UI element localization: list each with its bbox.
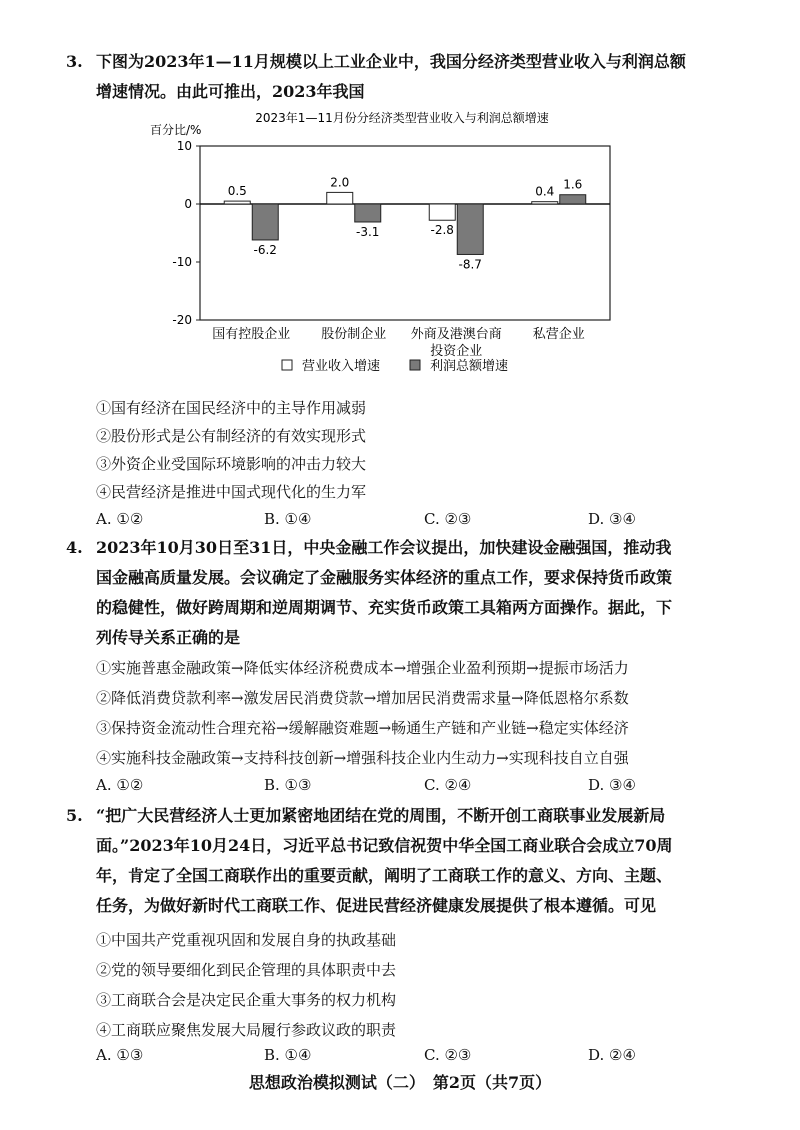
question-4-choice-a[interactable]: A. ①② <box>96 776 144 794</box>
bar-revenue-3 <box>532 202 558 204</box>
question-3-choice-c[interactable]: C. ②③ <box>424 510 472 528</box>
legend-swatch-revenue <box>282 360 292 370</box>
question-5-option-2: ②党的领导要细化到民企管理的具体职责中去 <box>96 961 397 979</box>
question-5-choice-d[interactable]: D. ②④ <box>588 1046 636 1064</box>
bar-revenue-0 <box>224 201 250 204</box>
category-label: 投资企业 <box>430 344 483 359</box>
question-4-option-2: ②降低消费贷款利率→激发居民消费贷款→增加居民消费需求量→降低恩格尔系数 <box>96 689 629 707</box>
bar-profit-1 <box>355 204 381 222</box>
question-4-choices <box>96 776 716 798</box>
data-label: -3.1 <box>356 224 380 239</box>
question-4-stem-line-4: 列传导关系正确的是 <box>96 628 241 647</box>
growth-bar-chart <box>150 108 630 383</box>
question-3-stem-line-1: 下图为2023年1—11月规模以上工业企业中，我国分经济类型营业收入与利润总额 <box>96 52 686 71</box>
y-tick-label: 10 <box>176 139 192 153</box>
question-3-stem-line-2: 增速情况。由此可推出，2023年我国 <box>96 82 365 101</box>
question-3-option-2: ②股份形式是公有制经济的有效实现形式 <box>96 427 367 445</box>
question-5-option-4: ④工商联应聚焦发展大局履行参政议政的职责 <box>96 1021 397 1039</box>
bar-revenue-1 <box>327 192 353 204</box>
question-4-stem-line-2: 国金融高质量发展。会议确定了金融服务实体经济的重点工作，要求保持货币政策 <box>96 568 673 587</box>
question-4-choice-c[interactable]: C. ②④ <box>424 776 472 794</box>
bar-profit-2 <box>457 204 483 254</box>
question-5-stem-line-3: 年，肯定了全国工商联作出的重要贡献，阐明了工商联工作的意义、方向、主题、 <box>96 866 673 885</box>
question-5-stem-line-2: 面。”2023年10月24日，习近平总书记致信祝贺中华全国工商业联合会成立70周 <box>96 836 673 855</box>
question-4-option-4: ④实施科技金融政策→支持科技创新→增强科技企业内生动力→实现科技自立自强 <box>96 749 629 767</box>
question-4-stem-line-3: 的稳健性，做好跨周期和逆周期调节、充实货币政策工具箱两方面操作。据此，下 <box>96 598 673 617</box>
question-3-choice-a[interactable]: A. ①② <box>96 510 144 528</box>
bar-profit-3 <box>560 195 586 204</box>
data-label: -2.8 <box>430 223 454 238</box>
question-5-choice-b[interactable]: B. ①④ <box>264 1046 312 1064</box>
question-4-option-3: ③保持资金流动性合理充裕→缓解融资难题→畅通生产链和产业链→稳定实体经济 <box>96 719 629 737</box>
question-3-choices <box>96 510 716 532</box>
question-3-option-1: ①国有经济在国民经济中的主导作用减弱 <box>96 399 367 417</box>
question-5-number: 5. <box>66 806 83 825</box>
data-label: 0.5 <box>227 184 247 199</box>
y-tick-label: -10 <box>172 255 192 269</box>
question-5-choices <box>96 1046 736 1068</box>
page-footer: 思想政治模拟测试（二） 第2页（共7页） <box>248 1073 552 1092</box>
y-tick-label: -20 <box>172 313 192 327</box>
bar-profit-0 <box>252 204 278 240</box>
question-3-number: 3. <box>66 52 83 71</box>
question-4-stem-line-1: 2023年10月30日至31日，中央金融工作会议提出，加快建设金融强国，推动我 <box>96 538 672 557</box>
chart-title: 2023年1—11月份分经济类型营业收入与利润总额增速 <box>255 111 549 125</box>
legend-swatch-profit <box>410 360 420 370</box>
question-5-stem-line-4: 任务，为做好新时代工商联工作、促进民营经济健康发展提供了根本遵循。可见 <box>96 896 657 915</box>
question-5-option-3: ③工商联合会是决定民企重大事务的权力机构 <box>96 991 397 1009</box>
legend-label: 利润总额增速 <box>430 359 509 374</box>
category-label: 股份制企业 <box>321 327 387 342</box>
question-4-choice-d[interactable]: D. ③④ <box>588 776 636 794</box>
question-3-option-4: ④民营经济是推进中国式现代化的生力军 <box>96 483 367 501</box>
question-4-choice-b[interactable]: B. ①③ <box>264 776 312 794</box>
question-5-stem-line-1: “把广大民营经济人士更加紧密地团结在党的周围，不断开创工商联事业发展新局 <box>96 806 666 825</box>
question-3-choice-d[interactable]: D. ③④ <box>588 510 636 528</box>
question-5-choice-c[interactable]: C. ②③ <box>424 1046 472 1064</box>
category-label: 外商及港澳台商 <box>410 327 502 342</box>
data-label: 0.4 <box>535 184 555 199</box>
y-tick-label: 0 <box>184 197 192 211</box>
question-4-number: 4. <box>66 538 83 557</box>
category-label: 国有控股企业 <box>212 327 291 342</box>
data-label: 1.6 <box>563 177 583 192</box>
data-label: -6.2 <box>253 242 277 257</box>
y-axis-label: 百分比/% <box>150 123 202 137</box>
question-4-option-1: ①实施普惠金融政策→降低实体经济税费成本→增强企业盈利预期→提振市场活力 <box>96 659 629 677</box>
data-label: 2.0 <box>330 175 350 190</box>
question-5-choice-a[interactable]: A. ①③ <box>96 1046 144 1064</box>
legend-label: 营业收入增速 <box>302 359 381 374</box>
question-5-option-1: ①中国共产党重视巩固和发展自身的执政基础 <box>96 931 397 949</box>
question-3-option-3: ③外资企业受国际环境影响的冲击力较大 <box>96 455 367 473</box>
category-label: 私营企业 <box>532 327 585 342</box>
data-label: -8.7 <box>458 257 482 272</box>
bar-revenue-2 <box>429 204 455 220</box>
question-3-choice-b[interactable]: B. ①④ <box>264 510 312 528</box>
